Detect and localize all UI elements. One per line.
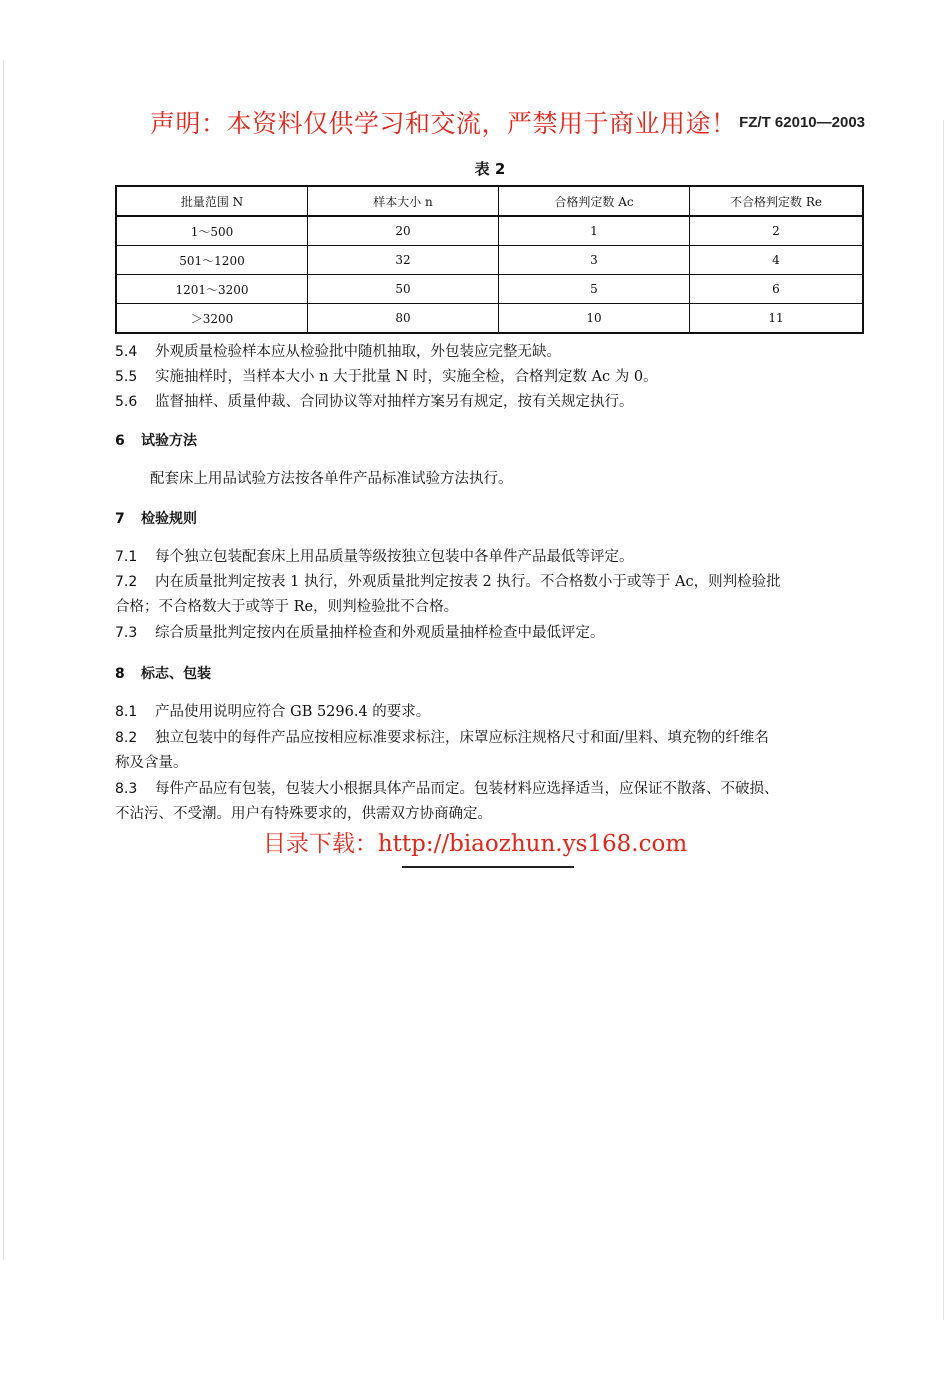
table-header-row xyxy=(116,186,863,216)
clause-number: 5.4 xyxy=(115,344,138,360)
clause-7-2-continuation: 合格；不合格数大于或等于 Re，则判检验批不合格。 xyxy=(115,599,459,615)
table-cell: 32 xyxy=(308,246,499,275)
table-cell: 4 xyxy=(690,246,864,275)
section-number: 7 xyxy=(115,511,125,527)
disclaimer-watermark: 声明：本资料仅供学习和交流，严禁用于商业用途！ xyxy=(150,109,737,138)
table-caption: 表 2 xyxy=(474,160,506,178)
table-row xyxy=(116,304,863,334)
table-cell: 50 xyxy=(308,275,499,304)
clause-number: 5.5 xyxy=(115,369,138,385)
clause-text: 每个独立包装配套床上用品质量等级按独立包装中各单件产品最低等评定。 xyxy=(155,549,634,565)
clause-8-1 xyxy=(115,700,865,725)
section-number: 6 xyxy=(115,433,125,449)
section-title: 试验方法 xyxy=(141,433,197,449)
clause-text: 每件产品应有包装，包装大小根据具体产品而定。包装材料应选择适当，应保证不散落、不破损、 xyxy=(155,781,779,797)
clause-text: 监督抽样、质量仲裁、合同协议等对抽样方案另有规定，按有关规定执行。 xyxy=(155,394,634,410)
clause-8-3 xyxy=(115,777,865,802)
clause-8-2-continuation: 称及含量。 xyxy=(115,755,188,771)
clause-5-6 xyxy=(115,390,865,415)
clause-text: 实施抽样时，当样本大小 n 大于批量 N 时，实施全检，合格判定数 Ac 为 0。 xyxy=(155,369,658,385)
sampling-table xyxy=(115,185,864,334)
clause-7-1 xyxy=(115,545,865,570)
table-cell: 80 xyxy=(308,304,499,334)
section-title: 检验规则 xyxy=(141,511,197,527)
download-watermark: 目录下载：http://biaozhun.ys168.com xyxy=(262,831,688,857)
table-cell: 1 xyxy=(499,216,690,246)
clause-5-5 xyxy=(115,365,865,390)
col-header-sample-size: 样本大小 n xyxy=(308,186,499,216)
standard-number: FZ/T 62010—2003 xyxy=(739,114,865,131)
col-header-lot-range: 批量范围 N xyxy=(116,186,308,216)
clause-text: 外观质量检验样本应从检验批中随机抽取，外包装应完整无缺。 xyxy=(155,344,561,360)
clause-number: 8.1 xyxy=(115,704,138,720)
table-cell: 1～500 xyxy=(116,216,308,246)
table-cell: 2 xyxy=(690,216,864,246)
table-cell: 6 xyxy=(690,275,864,304)
table-cell: 20 xyxy=(308,216,499,246)
clause-7-3 xyxy=(115,621,865,646)
section-6-text: 配套床上用品试验方法按各单件产品标准试验方法执行。 xyxy=(150,471,513,487)
clause-number: 8.2 xyxy=(115,730,138,746)
section-6-heading xyxy=(115,429,865,454)
section-8-heading xyxy=(115,662,865,687)
clause-number: 7.2 xyxy=(115,574,138,590)
clause-text: 产品使用说明应符合 GB 5296.4 的要求。 xyxy=(155,704,431,720)
table-row xyxy=(116,275,863,304)
col-header-accept-number: 合格判定数 Ac xyxy=(499,186,690,216)
table-cell: ＞3200 xyxy=(116,304,308,334)
clause-text: 内在质量批判定按表 1 执行，外观质量批判定按表 2 执行。不合格数小于或等于 Ac，则判检验批 xyxy=(155,574,781,590)
clause-7-2 xyxy=(115,570,865,595)
table-cell: 1201～3200 xyxy=(116,275,308,304)
clause-number: 7.1 xyxy=(115,549,138,565)
clause-8-2 xyxy=(115,726,865,751)
section-title: 标志、包装 xyxy=(141,666,211,682)
table-row xyxy=(116,246,863,275)
table-cell: 3 xyxy=(499,246,690,275)
clause-number: 5.6 xyxy=(115,394,138,410)
col-header-reject-number: 不合格判定数 Re xyxy=(690,186,864,216)
table-cell: 501～1200 xyxy=(116,246,308,275)
scan-edge-right xyxy=(943,120,944,1320)
clause-text: 独立包装中的每件产品应按相应标准要求标注，床罩应标注规格尺寸和面/里料、填充物的纤维名 xyxy=(155,730,769,746)
scan-edge-left xyxy=(3,60,4,1260)
clause-number: 8.3 xyxy=(115,781,138,797)
clause-8-3-continuation: 不沾污、不受潮。用户有特殊要求的，供需双方协商确定。 xyxy=(115,806,492,822)
section-7-heading xyxy=(115,507,865,532)
table-row xyxy=(116,216,863,246)
table-cell: 5 xyxy=(499,275,690,304)
table-cell: 11 xyxy=(690,304,864,334)
clause-number: 7.3 xyxy=(115,625,138,641)
clause-5-4 xyxy=(115,340,865,365)
clause-text: 综合质量批判定按内在质量抽样检查和外观质量抽样检查中最低评定。 xyxy=(155,625,605,641)
table-cell: 10 xyxy=(499,304,690,334)
section-number: 8 xyxy=(115,666,125,682)
end-rule xyxy=(402,866,574,868)
